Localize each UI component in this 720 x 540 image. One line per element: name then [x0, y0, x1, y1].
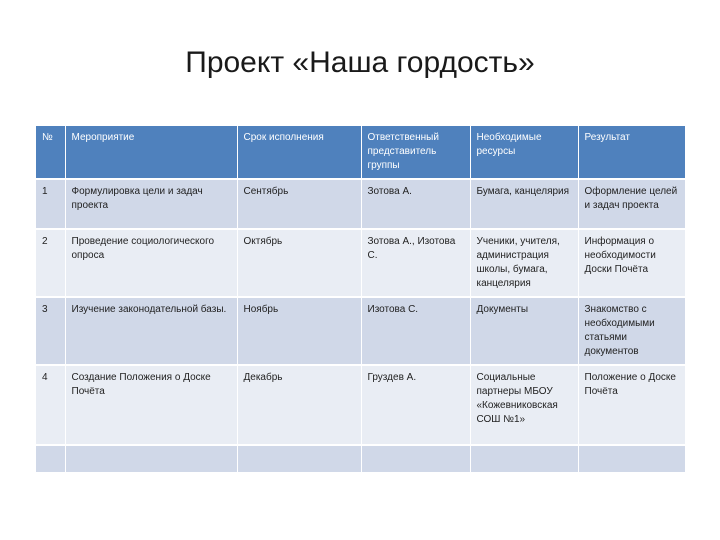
cell-deadline: Сентябрь [237, 179, 361, 229]
cell-result: Оформление целей и задач проекта [578, 179, 685, 229]
cell-activity: Формулировка цели и задач проекта [65, 179, 237, 229]
cell-responsible: Зотова А. [361, 179, 470, 229]
cell-result: Информация о необходимости Доски Почёта [578, 229, 685, 297]
table-row [36, 297, 685, 365]
cell-number: 3 [36, 297, 65, 365]
cell-result: Знакомство с необходимыми статьями документов [578, 297, 685, 365]
table-row [36, 445, 685, 472]
cell-resources [470, 445, 578, 472]
header-number: № [36, 126, 65, 179]
cell-activity: Изучение законодательной базы. [65, 297, 237, 365]
project-plan-table [36, 126, 686, 472]
cell-result: Положение о Доске Почёта [578, 365, 685, 445]
cell-resources: Социальные партнеры МБОУ «Кожевниковская СОШ №1» [470, 365, 578, 445]
cell-number: 2 [36, 229, 65, 297]
cell-responsible: Зотова А., Изотова С. [361, 229, 470, 297]
cell-activity: Создание Положения о Доске Почёта [65, 365, 237, 445]
header-responsible: Ответственный представитель группы [361, 126, 470, 179]
cell-deadline: Декабрь [237, 365, 361, 445]
cell-deadline: Ноябрь [237, 297, 361, 365]
cell-resources: Документы [470, 297, 578, 365]
cell-resources: Ученики, учителя, администрация школы, бумага, канцелярия [470, 229, 578, 297]
cell-number: 1 [36, 179, 65, 229]
cell-responsible [361, 445, 470, 472]
header-deadline: Срок исполнения [237, 126, 361, 179]
cell-responsible: Груздев А. [361, 365, 470, 445]
cell-deadline: Октябрь [237, 229, 361, 297]
cell-activity [65, 445, 237, 472]
cell-result [578, 445, 685, 472]
header-result: Результат [578, 126, 685, 179]
cell-number [36, 445, 65, 472]
table-row [36, 229, 685, 297]
table-header-row [36, 126, 685, 179]
table-row [36, 365, 685, 445]
cell-responsible: Изотова С. [361, 297, 470, 365]
slide-title: Проект «Наша гордость» [185, 46, 535, 79]
cell-resources: Бумага, канцелярия [470, 179, 578, 229]
header-activity: Мероприятие [65, 126, 237, 179]
cell-number: 4 [36, 365, 65, 445]
cell-activity: Проведение социологического опроса [65, 229, 237, 297]
table-row [36, 179, 685, 229]
header-resources: Необходимые ресурсы [470, 126, 578, 179]
cell-deadline [237, 445, 361, 472]
